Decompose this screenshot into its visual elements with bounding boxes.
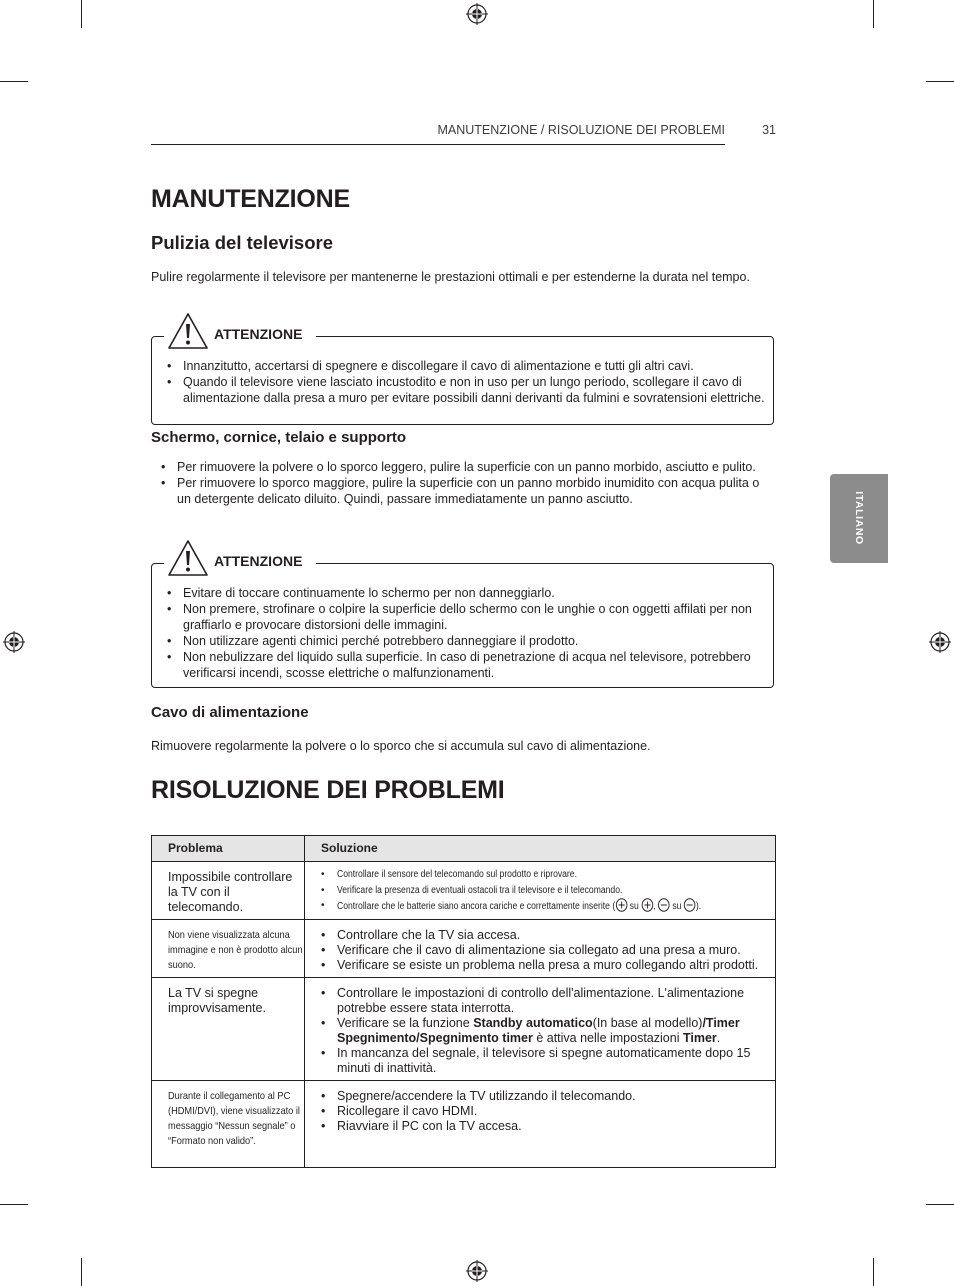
solution-cell: [305, 978, 776, 1081]
table-row: [152, 978, 776, 1081]
registration-mark-icon: [466, 3, 488, 25]
warning-triangle-icon: [166, 538, 210, 578]
power-cord-text: Rimuovere regolarmente la polvere o lo sporco che si accumula sul cavo di alimentazione.: [151, 739, 651, 753]
list-item: • Riavviare il PC con la TV accesa.: [321, 1119, 767, 1134]
running-header: MANUTENZIONE / RISOLUZIONE DEI PROBLEMI: [437, 123, 725, 137]
screen-cleaning-list: [161, 459, 761, 507]
minus-icon: [658, 898, 670, 912]
list-item: • Verificare che il cavo di alimentazione sia collegato ad una presa a muro.: [321, 943, 767, 958]
list-item: • Controllare che le batterie siano ancora cariche e correttamente inserite ( su , su ).: [321, 898, 767, 915]
subsection-title-cleaning: Pulizia del televisore: [151, 232, 333, 253]
caution-box-2: [151, 553, 774, 688]
crop-mark: [0, 81, 28, 82]
solution-list: [321, 867, 767, 915]
table-row: [152, 920, 776, 978]
table-header-row: [152, 836, 776, 862]
problem-cell: Impossibile controllare la TV con il telecomando.: [152, 862, 305, 920]
warning-triangle-icon: [166, 311, 210, 351]
list-item: • Verificare se esiste un problema nella presa a muro collegando altri prodotti.: [321, 958, 767, 973]
plus-icon: [615, 898, 627, 912]
list-item: • Controllare che la TV sia accesa.: [321, 928, 767, 943]
solution-list: [321, 928, 767, 973]
plus-icon: [641, 898, 653, 912]
list-item: • Per rimuovere la polvere o lo sporco leggero, pulire la superficie con un panno morbido, asciutto e pulito.: [161, 459, 761, 475]
list-item: • Controllare le impostazioni di controllo dell'alimentazione. L'alimentazione potrebbe essere stata interrotta.: [321, 986, 767, 1016]
solution-cell: [305, 920, 776, 978]
list-item: • Verificare se la funzione Standby automatico(In base al modello)/Timer Spegnimento/Spegnimento timer è attiva nelle impostazioni Timer.: [321, 1016, 767, 1046]
caution-list: [167, 358, 767, 406]
caution-header: [164, 540, 316, 576]
crop-mark: [926, 81, 954, 82]
list-item: • Non utilizzare agenti chimici perché potrebbero danneggiare il prodotto.: [167, 633, 767, 649]
list-item: • Verificare la presenza di eventuali ostacoli tra il televisore e il telecomando.: [321, 883, 767, 899]
crop-mark: [873, 1258, 874, 1286]
caution-label: ATTENZIONE: [214, 326, 303, 342]
list-item: • Non nebulizzare del liquido sulla superficie. In caso di penetrazione di acqua nel televisore, potrebbero verificarsi incendi, scosse elettriche o malfunzionamenti.: [167, 649, 767, 681]
language-tab: [830, 474, 888, 563]
minus-icon: [684, 898, 696, 912]
language-tab-label: ITALIANO: [853, 491, 865, 545]
solution-list: [321, 986, 767, 1076]
registration-mark-icon: [3, 631, 25, 653]
crop-mark: [926, 1204, 954, 1205]
registration-mark-icon: [929, 631, 951, 653]
caution-box-1: [151, 326, 774, 425]
crop-mark: [873, 0, 874, 28]
caution-label: ATTENZIONE: [214, 553, 303, 569]
column-header-problem: Problema: [152, 836, 305, 862]
problem-cell: Non viene visualizzata alcuna immagine e non è prodotto alcun suono.: [152, 920, 305, 978]
crop-mark: [81, 0, 82, 28]
list-item: • Evitare di toccare continuamente lo schermo per non danneggiarlo.: [167, 585, 767, 601]
list-item: • In mancanza del segnale, il televisore si spegne automaticamente dopo 15 minuti di inattività.: [321, 1046, 767, 1076]
cleaning-intro: Pulire regolarmente il televisore per mantenerne le prestazioni ottimali e per estenderne la durata nel tempo.: [151, 270, 750, 284]
crop-mark: [0, 1204, 28, 1205]
page-number: 31: [762, 123, 776, 137]
solution-cell: [305, 862, 776, 920]
list-item: • Spegnere/accendere la TV utilizzando il telecomando.: [321, 1089, 767, 1104]
list-item: • Quando il televisore viene lasciato incustodito e non in uso per un lungo periodo, scollegare il cavo di alimentazione dalla presa a muro per evitare possibili danni derivanti da fulmini e sovratensioni elettriche.: [167, 374, 767, 406]
crop-mark: [81, 1258, 82, 1286]
column-header-solution: Soluzione: [305, 836, 776, 862]
registration-mark-icon: [466, 1260, 488, 1282]
list-item: • Per rimuovere lo sporco maggiore, pulire la superficie con un panno morbido inumidito con acqua pulita o un detergente delicato diluito. Quindi, passare immediatamente un panno asciutto.: [161, 475, 761, 507]
subsection-title-screen: Schermo, cornice, telaio e supporto: [151, 429, 407, 446]
list-item: • Ricollegare il cavo HDMI.: [321, 1104, 767, 1119]
problem-cell: Durante il collegamento al PC (HDMI/DVI), viene visualizzato il messaggio “Nessun segnale” o “Formato non valido”.: [152, 1081, 305, 1168]
list-item: • Controllare il sensore del telecomando sul prodotto e riprovare.: [321, 867, 767, 883]
solution-list: [321, 1089, 767, 1134]
subsection-title-power-cord: Cavo di alimentazione: [151, 704, 309, 721]
table-row: [152, 1081, 776, 1168]
caution-list: [167, 585, 767, 681]
section-title-maintenance: MANUTENZIONE: [151, 185, 350, 213]
problem-cell: La TV si spegne improvvisamente.: [152, 978, 305, 1081]
list-item: • Innanzitutto, accertarsi di spegnere e discollegare il cavo di alimentazione e tutti gli altri cavi.: [167, 358, 767, 374]
solution-cell: [305, 1081, 776, 1168]
caution-header: [164, 313, 316, 349]
list-item: • Non premere, strofinare o colpire la superficie dello schermo con le unghie o con oggetti affilati per non graffiarlo e provocare distorsioni delle immagini.: [167, 601, 767, 633]
section-title-troubleshooting: RISOLUZIONE DEI PROBLEMI: [151, 776, 505, 804]
header-divider: [151, 144, 725, 145]
troubleshooting-table: [151, 835, 776, 1168]
table-row: [152, 862, 776, 920]
